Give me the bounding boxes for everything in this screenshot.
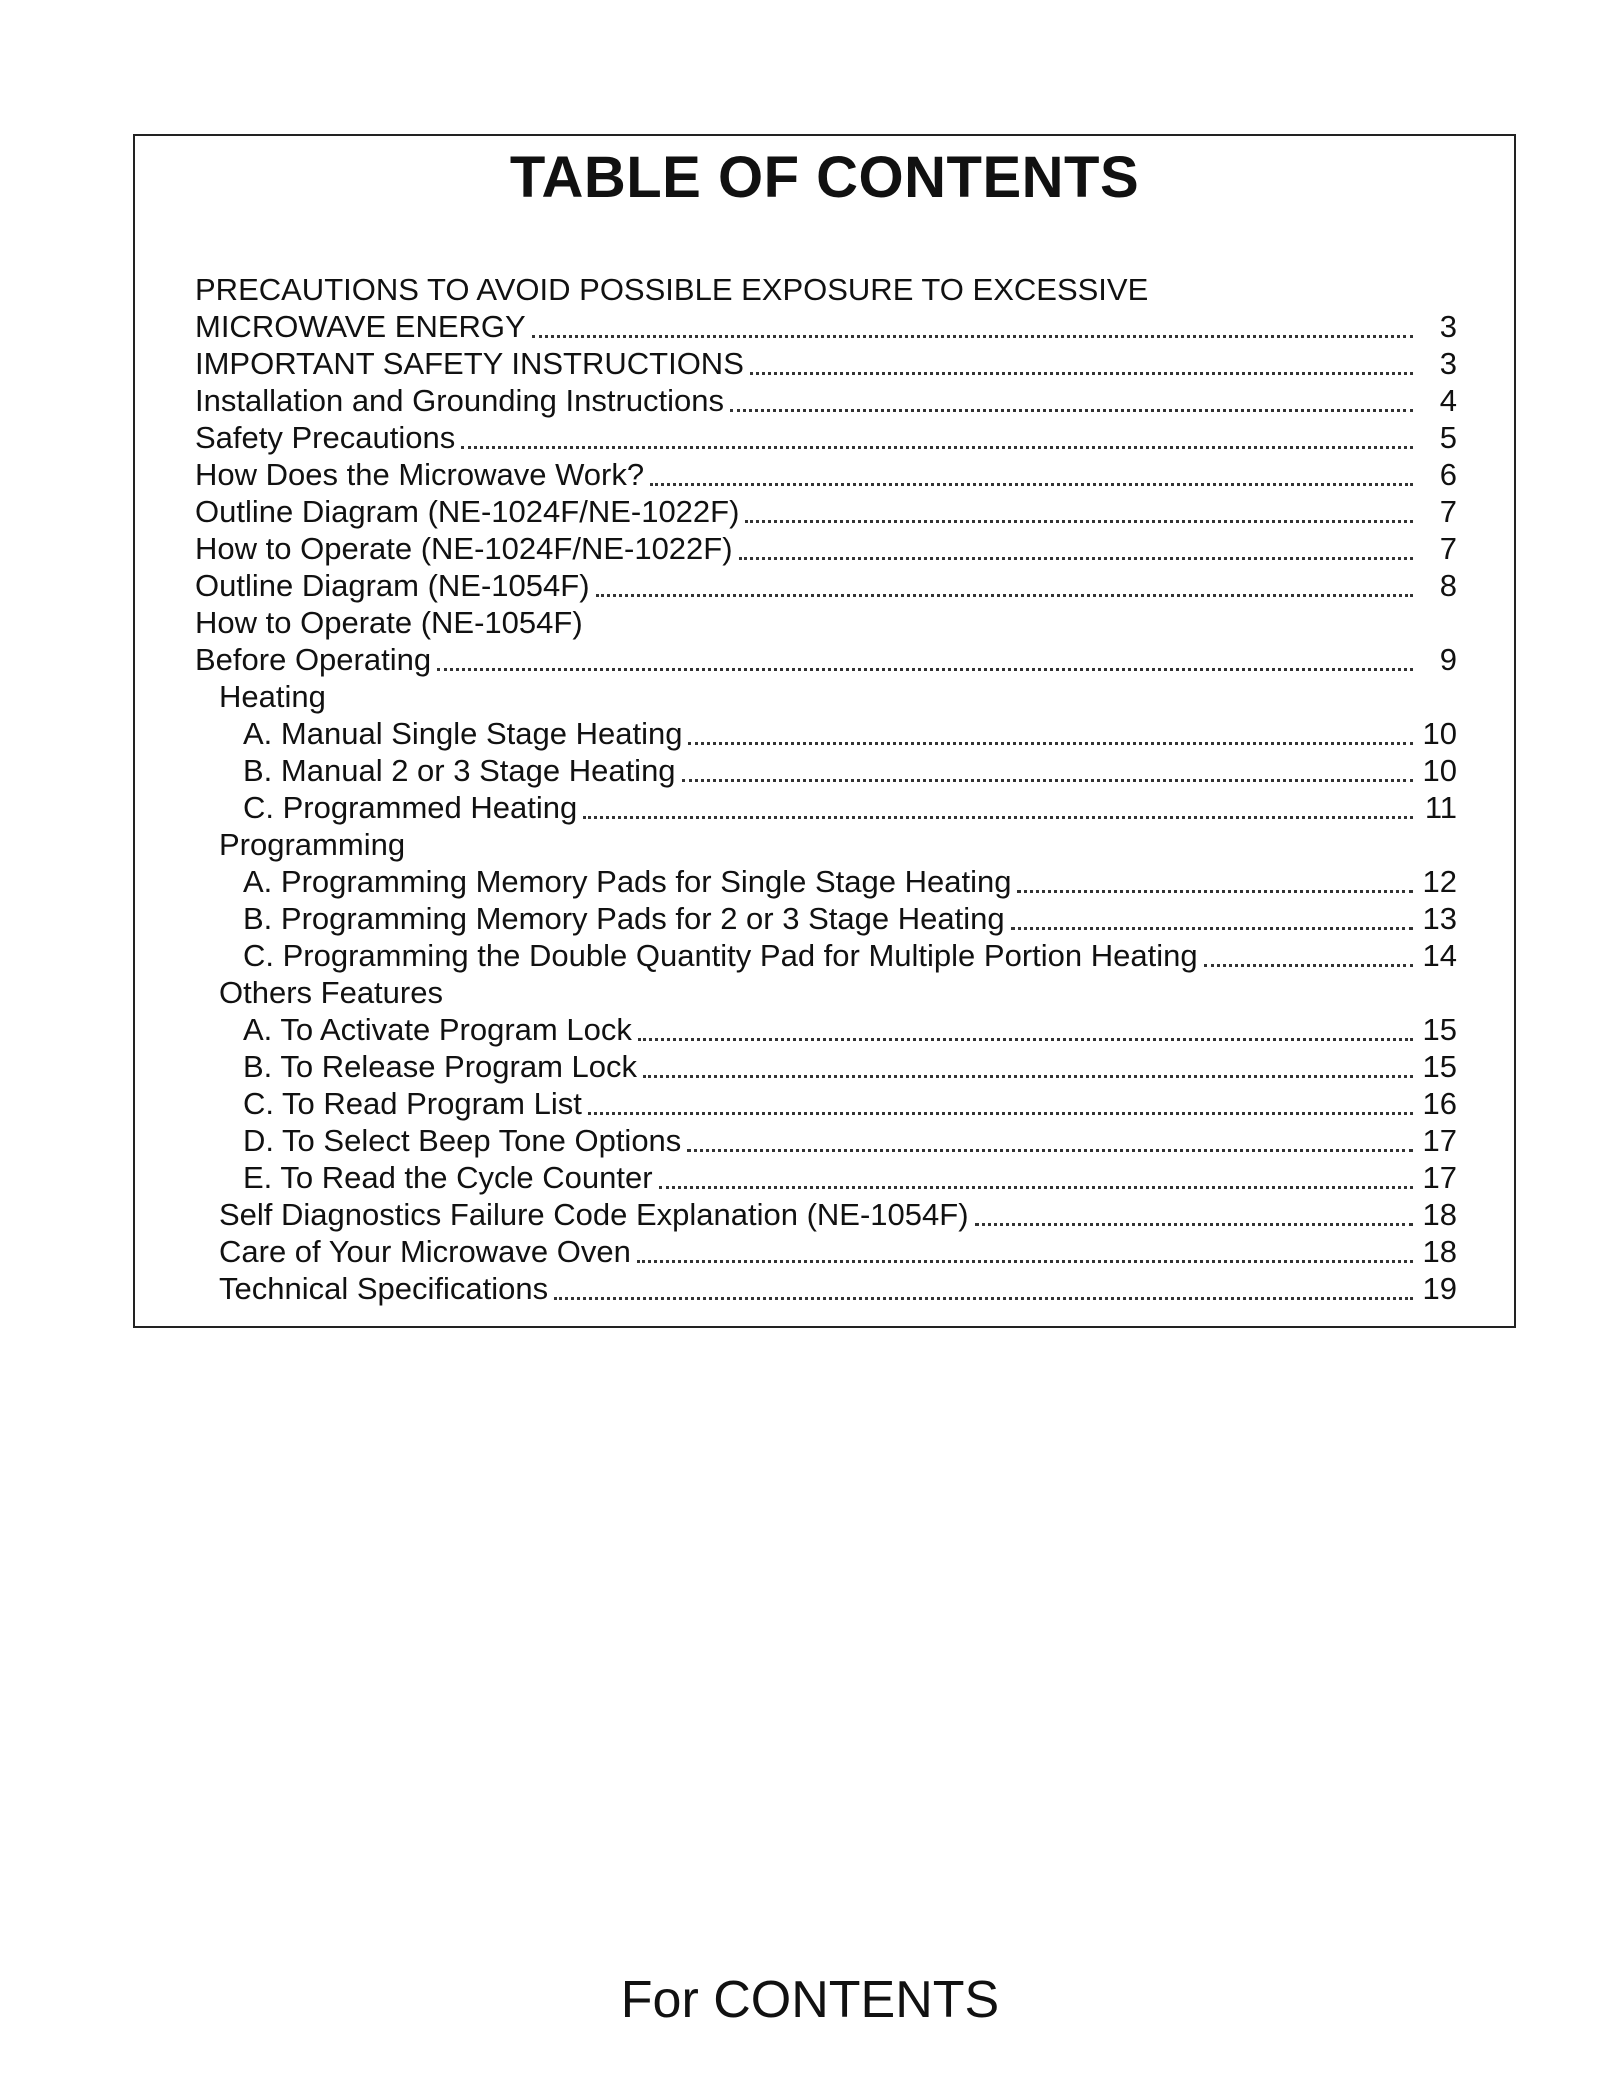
toc-entry-label: A. To Activate Program Lock [243,1012,632,1047]
dot-leader [638,1038,1413,1041]
toc-entry [195,308,1457,345]
toc-entry-label: PRECAUTIONS TO AVOID POSSIBLE EXPOSURE TO EXCESSIVE [195,272,1149,307]
toc-entry-label: Heating [219,679,326,714]
toc-entry [195,789,1457,826]
toc-entry-page: 12 [1422,864,1457,899]
toc-entry-label: Technical Specifications [219,1271,549,1306]
toc-entry-label: Others Features [219,975,443,1010]
toc-entry [195,271,1457,308]
toc-entry-label: Before Operating [195,642,432,677]
toc-entry [195,1048,1457,1085]
toc-entry-label: B. To Release Program Lock [243,1049,638,1084]
toc-entry [195,1011,1457,1048]
toc-entry [195,1233,1457,1270]
toc-entry [195,715,1457,752]
dot-leader [643,1075,1413,1078]
dot-leader [688,742,1413,745]
toc-entry-page: 14 [1422,938,1457,973]
dot-leader [532,335,1413,338]
toc-entry-page: 18 [1422,1197,1457,1232]
toc-entry [195,678,1457,715]
dot-leader [687,1149,1413,1152]
toc-entry-page: 3 [1439,309,1457,344]
toc-entry [195,1085,1457,1122]
toc-entry-label: How to Operate (NE-1054F) [195,605,583,640]
dot-leader [650,483,1413,486]
toc-entry-page: 17 [1422,1160,1457,1195]
toc-entry [195,900,1457,937]
dot-leader [461,446,1413,449]
dot-leader [637,1260,1413,1263]
footer-caption: For CONTENTS [620,1971,1000,2029]
toc-entry [195,1270,1457,1307]
toc-entry-label: A. Programming Memory Pads for Single Stage Heating [243,864,1012,899]
toc-entry-page: 18 [1422,1234,1457,1269]
toc-entry [195,641,1457,678]
toc-entry-label: How Does the Microwave Work? [195,457,645,492]
toc-entry-label: IMPORTANT SAFETY INSTRUCTIONS [195,346,744,381]
toc-entry [195,1122,1457,1159]
toc-entry-page: 5 [1439,420,1457,455]
toc-entry [195,1196,1457,1233]
toc-entry-label: C. Programmed Heating [243,790,578,825]
toc-box [133,134,1516,1328]
toc-entry-page: 9 [1439,642,1457,677]
toc-entry-label: A. Manual Single Stage Heating [243,716,683,751]
toc-entry [195,382,1457,419]
dot-leader [1204,964,1413,967]
toc-entry-label: Care of Your Microwave Oven [219,1234,631,1269]
toc-entry-page: 19 [1422,1271,1457,1306]
toc-entry-page: 6 [1439,457,1457,492]
toc-entry-page: 15 [1422,1012,1457,1047]
toc-entry-label: C. To Read Program List [243,1086,582,1121]
dot-leader [1017,890,1413,893]
toc-entry-label: How to Operate (NE-1024F/NE-1022F) [195,531,733,566]
dot-leader [682,779,1413,782]
toc-entry-page: 17 [1422,1123,1457,1158]
toc-entry-page: 13 [1422,901,1457,936]
toc-entry [195,493,1457,530]
toc-entry-page: 16 [1422,1086,1457,1121]
toc-entry-label: Outline Diagram (NE-1024F/NE-1022F) [195,494,740,529]
toc-entry-page: 11 [1424,790,1457,825]
dot-leader [583,816,1413,819]
toc-entry-label: B. Manual 2 or 3 Stage Heating [243,753,676,788]
toc-entry-label: Safety Precautions [195,420,456,455]
toc-entry [195,456,1457,493]
dot-leader [554,1297,1413,1300]
toc-entry [195,419,1457,456]
toc-entry-page: 10 [1422,753,1457,788]
toc-entry [195,937,1457,974]
toc-entry-label: E. To Read the Cycle Counter [243,1160,653,1195]
toc-entry-label: Programming [219,827,406,862]
toc-entry [195,863,1457,900]
toc-entry-label: Installation and Grounding Instructions [195,383,725,418]
dot-leader [437,668,1413,671]
toc-entry [195,974,1457,1011]
toc-entry-label: D. To Select Beep Tone Options [243,1123,682,1158]
dot-leader [588,1112,1413,1115]
toc-entry-label: Self Diagnostics Failure Code Explanation (NE-1054F) [219,1197,969,1232]
toc-entry [195,826,1457,863]
toc-entry-page: 8 [1439,568,1457,603]
toc-entry-page: 15 [1422,1049,1457,1084]
toc-entry [195,604,1457,641]
toc-entry [195,1159,1457,1196]
dot-leader [1011,927,1413,930]
toc-entry [195,345,1457,382]
dot-leader [745,520,1413,523]
dot-leader [975,1223,1413,1226]
dot-leader [750,372,1413,375]
toc-list [195,271,1457,1307]
toc-entry [195,530,1457,567]
toc-entry-label: Outline Diagram (NE-1054F) [195,568,590,603]
toc-entry-label: C. Programming the Double Quantity Pad for Multiple Portion Heating [243,938,1198,973]
toc-entry-page: 10 [1422,716,1457,751]
toc-entry-page: 7 [1439,531,1457,566]
dot-leader [730,409,1413,412]
toc-entry-page: 4 [1439,383,1457,418]
dot-leader [659,1186,1413,1189]
dot-leader [739,557,1413,560]
toc-entry-page: 3 [1439,346,1457,381]
toc-entry-page: 7 [1439,494,1457,529]
dot-leader [596,594,1413,597]
toc-entry [195,752,1457,789]
toc-entry-label: MICROWAVE ENERGY [195,309,526,344]
toc-entry-label: B. Programming Memory Pads for 2 or 3 Stage Heating [243,901,1005,936]
toc-entry [195,567,1457,604]
page-title: TABLE OF CONTENTS [509,145,1140,210]
